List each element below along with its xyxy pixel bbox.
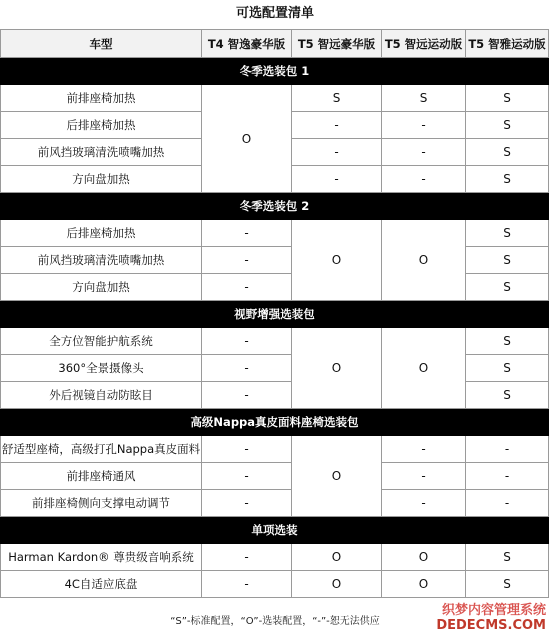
- cell-mark: -: [382, 436, 466, 463]
- section-row: [1, 193, 549, 220]
- cell-mark: -: [202, 463, 292, 490]
- table-header-row: [1, 30, 549, 58]
- table-row: [1, 436, 549, 463]
- table-row: [1, 220, 549, 247]
- section-row: [1, 301, 549, 328]
- legend-note: “S”-标准配置，“O”-选装配置，“-”-恕无法供应: [170, 616, 380, 627]
- feature-name: Harman Kardon® 尊贵级音响系统: [1, 544, 202, 571]
- table-row: [1, 85, 549, 112]
- cell-mark: -: [382, 463, 466, 490]
- feature-name: 舒适型座椅，高级打孔Nappa真皮面料: [1, 436, 202, 463]
- cell-mark: -: [382, 490, 466, 517]
- cell-mark: -: [202, 220, 292, 247]
- feature-name: 前排座椅侧向支撑电动调节: [1, 490, 202, 517]
- section-row: [1, 517, 549, 544]
- header-t5-zhiyuan-luxury: T5 智远豪华版: [292, 30, 382, 58]
- cell-mark: -: [202, 490, 292, 517]
- table-row: [1, 490, 549, 517]
- cell-mark: O: [292, 571, 382, 598]
- cell-mark: S: [466, 220, 549, 247]
- cell-mark: S: [466, 274, 549, 301]
- cell-mark: -: [382, 112, 466, 139]
- cell-mark: -: [202, 355, 292, 382]
- cell-mark: S: [466, 382, 549, 409]
- section-title: 视野增强选装包: [1, 301, 549, 328]
- cell-mark: -: [382, 139, 466, 166]
- section-row: [1, 58, 549, 85]
- table-row: [1, 544, 549, 571]
- cell-mark: O: [382, 544, 466, 571]
- cell-mark: O: [382, 328, 466, 409]
- cell-mark: -: [466, 463, 549, 490]
- section-row: [1, 409, 549, 436]
- feature-name: 前排座椅通风: [1, 463, 202, 490]
- page-title: 可选配置清单: [235, 6, 314, 21]
- cell-mark: S: [466, 544, 549, 571]
- table-row: [1, 247, 549, 274]
- cell-mark: O: [382, 220, 466, 301]
- config-table: [0, 29, 549, 598]
- cell-mark: O: [292, 544, 382, 571]
- header-t5-zhiya-sport: T5 智雅运动版: [466, 30, 549, 58]
- feature-name: 前排座椅加热: [1, 85, 202, 112]
- table-row: [1, 463, 549, 490]
- cell-mark: S: [292, 85, 382, 112]
- header-model: 车型: [1, 30, 202, 58]
- section-title: 冬季选装包 2: [1, 193, 549, 220]
- cell-mark: -: [466, 490, 549, 517]
- feature-name: 后排座椅加热: [1, 220, 202, 247]
- feature-name: 外后视镜自动防眩目: [1, 382, 202, 409]
- cell-mark: -: [292, 139, 382, 166]
- header-t5-zhiyuan-sport: T5 智远运动版: [382, 30, 466, 58]
- watermark: [436, 603, 546, 633]
- cell-mark: -: [202, 274, 292, 301]
- cell-mark: S: [466, 112, 549, 139]
- feature-name: 前风挡玻璃清洗喷嘴加热: [1, 247, 202, 274]
- cell-mark: O: [382, 571, 466, 598]
- table-row: [1, 355, 549, 382]
- cell-mark: -: [466, 436, 549, 463]
- cell-mark: -: [202, 571, 292, 598]
- cell-mark: O: [292, 328, 382, 409]
- cell-mark: S: [466, 328, 549, 355]
- table-row: [1, 571, 549, 598]
- cell-mark: -: [202, 328, 292, 355]
- feature-name: 方向盘加热: [1, 274, 202, 301]
- cell-mark: -: [292, 112, 382, 139]
- cell-mark: -: [202, 247, 292, 274]
- section-title: 高级Nappa真皮面料座椅选装包: [1, 409, 549, 436]
- feature-name: 全方位智能护航系统: [1, 328, 202, 355]
- table-row: [1, 274, 549, 301]
- table-row: [1, 382, 549, 409]
- cell-mark: O: [292, 436, 382, 517]
- cell-mark: -: [292, 166, 382, 193]
- cell-mark: S: [466, 247, 549, 274]
- cell-mark: -: [202, 436, 292, 463]
- cell-mark: S: [466, 571, 549, 598]
- cell-mark: -: [202, 382, 292, 409]
- feature-name: 方向盘加热: [1, 166, 202, 193]
- cell-mark: -: [382, 166, 466, 193]
- cell-mark: S: [466, 166, 549, 193]
- watermark-line2: DEDECMS.COM: [436, 618, 546, 633]
- cell-mark: S: [466, 355, 549, 382]
- watermark-line1: 织梦内容管理系统: [441, 603, 546, 618]
- feature-name: 前风挡玻璃清洗喷嘴加热: [1, 139, 202, 166]
- feature-name: 4C自适应底盘: [1, 571, 202, 598]
- feature-name: 后排座椅加热: [1, 112, 202, 139]
- feature-name: 360°全景摄像头: [1, 355, 202, 382]
- cell-mark: S: [382, 85, 466, 112]
- section-title: 冬季选装包 1: [1, 58, 549, 85]
- cell-mark: O: [292, 220, 382, 301]
- cell-mark: -: [202, 544, 292, 571]
- section-title: 单项选装: [1, 517, 549, 544]
- cell-mark: S: [466, 85, 549, 112]
- cell-mark: O: [202, 85, 292, 193]
- table-row: [1, 328, 549, 355]
- header-t4-zhiyi-luxury: T4 智逸豪华版: [202, 30, 292, 58]
- cell-mark: S: [466, 139, 549, 166]
